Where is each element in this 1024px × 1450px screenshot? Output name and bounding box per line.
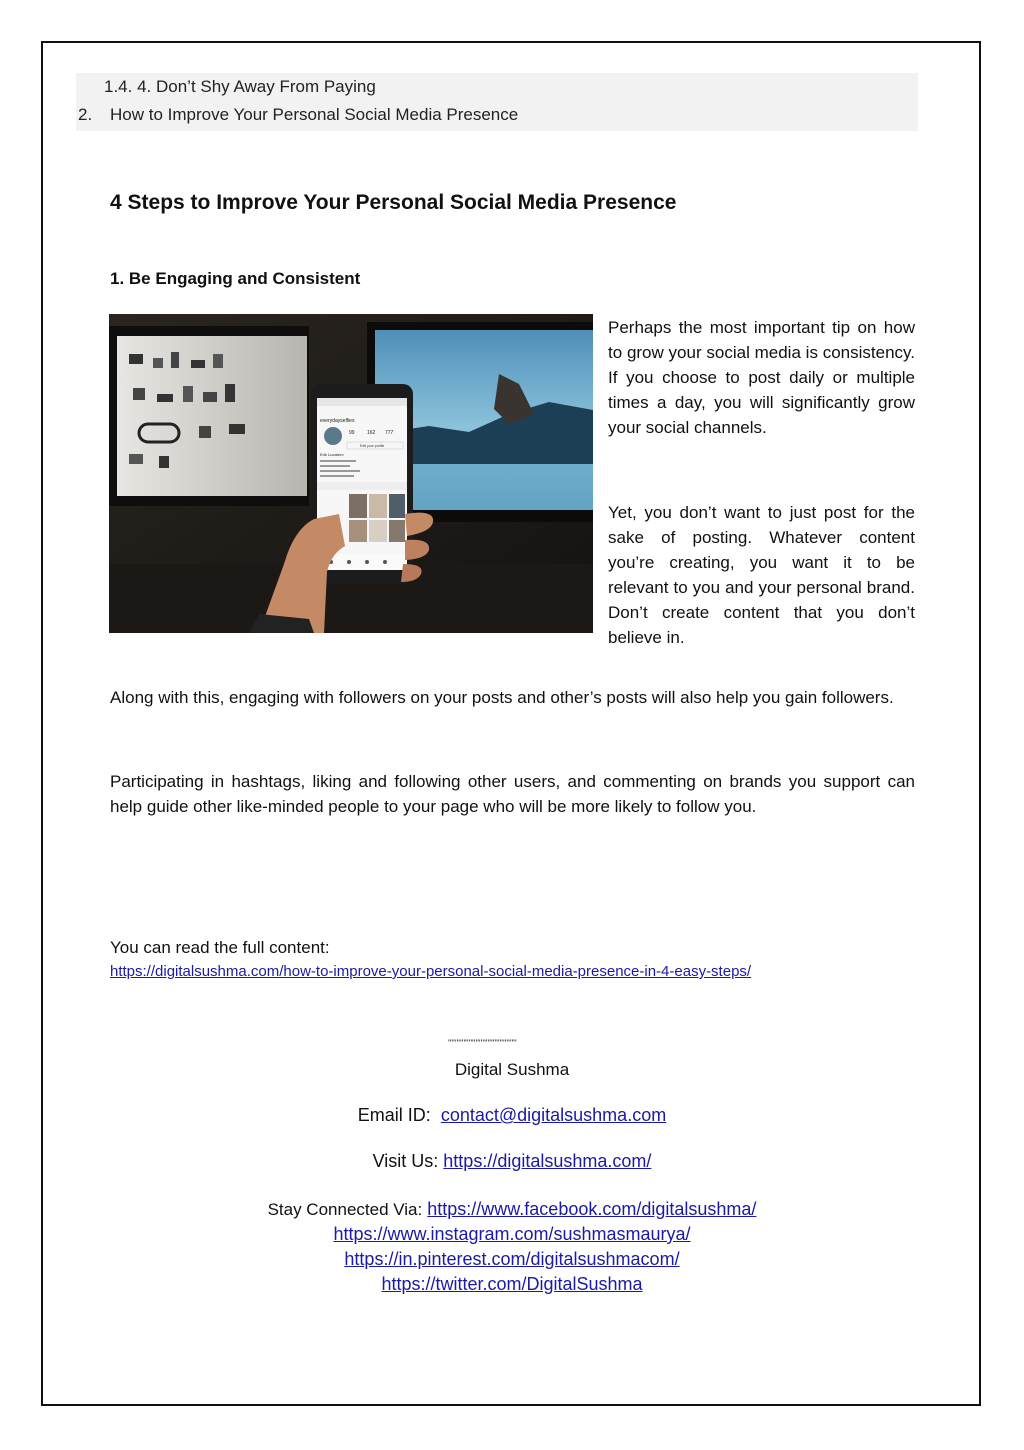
- stay-connected-label: Stay Connected Via:: [267, 1200, 423, 1219]
- toc-item-number: 2.: [78, 105, 93, 124]
- facebook-link[interactable]: https://www.facebook.com/digitalsushma/: [427, 1199, 757, 1219]
- read-more-link[interactable]: https://digitalsushma.com/how-to-improve-your-personal-social-media-presence-in-4-easy-steps/: [110, 963, 752, 980]
- toc-item[interactable]: [78, 105, 518, 125]
- email-label: Email ID:: [357, 1105, 431, 1125]
- phone-following-count: 777: [385, 430, 394, 436]
- phone-photo: [109, 314, 593, 633]
- visit-line: [0, 1151, 1024, 1172]
- section-heading: 1. Be Engaging and Consistent: [110, 269, 361, 288]
- twitter-link[interactable]: https://twitter.com/DigitalSushma: [381, 1274, 643, 1294]
- website-link[interactable]: https://digitalsushma.com/: [443, 1151, 652, 1171]
- phone-edit-profile: Edit your profile: [360, 444, 385, 448]
- phone-username: everydayselfies: [320, 418, 355, 424]
- email-link[interactable]: contact@digitalsushma.com: [440, 1105, 667, 1125]
- phone-followers-count: 162: [367, 430, 376, 436]
- table-of-contents: [76, 73, 918, 131]
- read-more-label: You can read the full content:: [110, 938, 330, 957]
- paragraph-consistency: Perhaps the most important tip on how to grow your social media is consistency. If you choose to post daily or multiple times a day, you will significantly grow your social channels.: [608, 318, 915, 437]
- footer-divider: '''''''''''''''''''''''''''''''''''''''': [448, 1038, 517, 1048]
- toc-item-label: How to Improve Your Personal Social Media Presence: [110, 105, 519, 124]
- phone-bio-name: Erik Lucatero: [320, 452, 344, 457]
- social-links: [0, 1197, 1024, 1297]
- signature: Digital Sushma: [454, 1060, 570, 1079]
- article-heading: 4 Steps to Improve Your Personal Social Media Presence: [110, 191, 677, 214]
- instagram-link[interactable]: https://www.instagram.com/sushmasmaurya/: [333, 1224, 691, 1244]
- email-line: [0, 1105, 1024, 1126]
- phone-posts-count: 99: [349, 430, 355, 436]
- visit-label: Visit Us:: [372, 1151, 439, 1171]
- toc-item[interactable]: 1.4. 4. Don’t Shy Away From Paying: [104, 77, 376, 96]
- paragraph-relevance: Yet, you don’t want to just post for the sake of posting. Whatever content you’re creating, you want it to be relevant to you and your personal brand. Don’t create content that you don’t believe in.: [608, 503, 915, 647]
- paragraph-engaging: Along with this, engaging with followers on your posts and other’s posts will also help you gain followers.: [110, 688, 894, 707]
- paragraph-hashtags: Participating in hashtags, liking and following other users, and commenting on brands you support can help guide other like-minded people to your page who will be more likely to follow you.: [110, 772, 915, 816]
- pinterest-link[interactable]: https://in.pinterest.com/digitalsushmacom/: [344, 1249, 680, 1269]
